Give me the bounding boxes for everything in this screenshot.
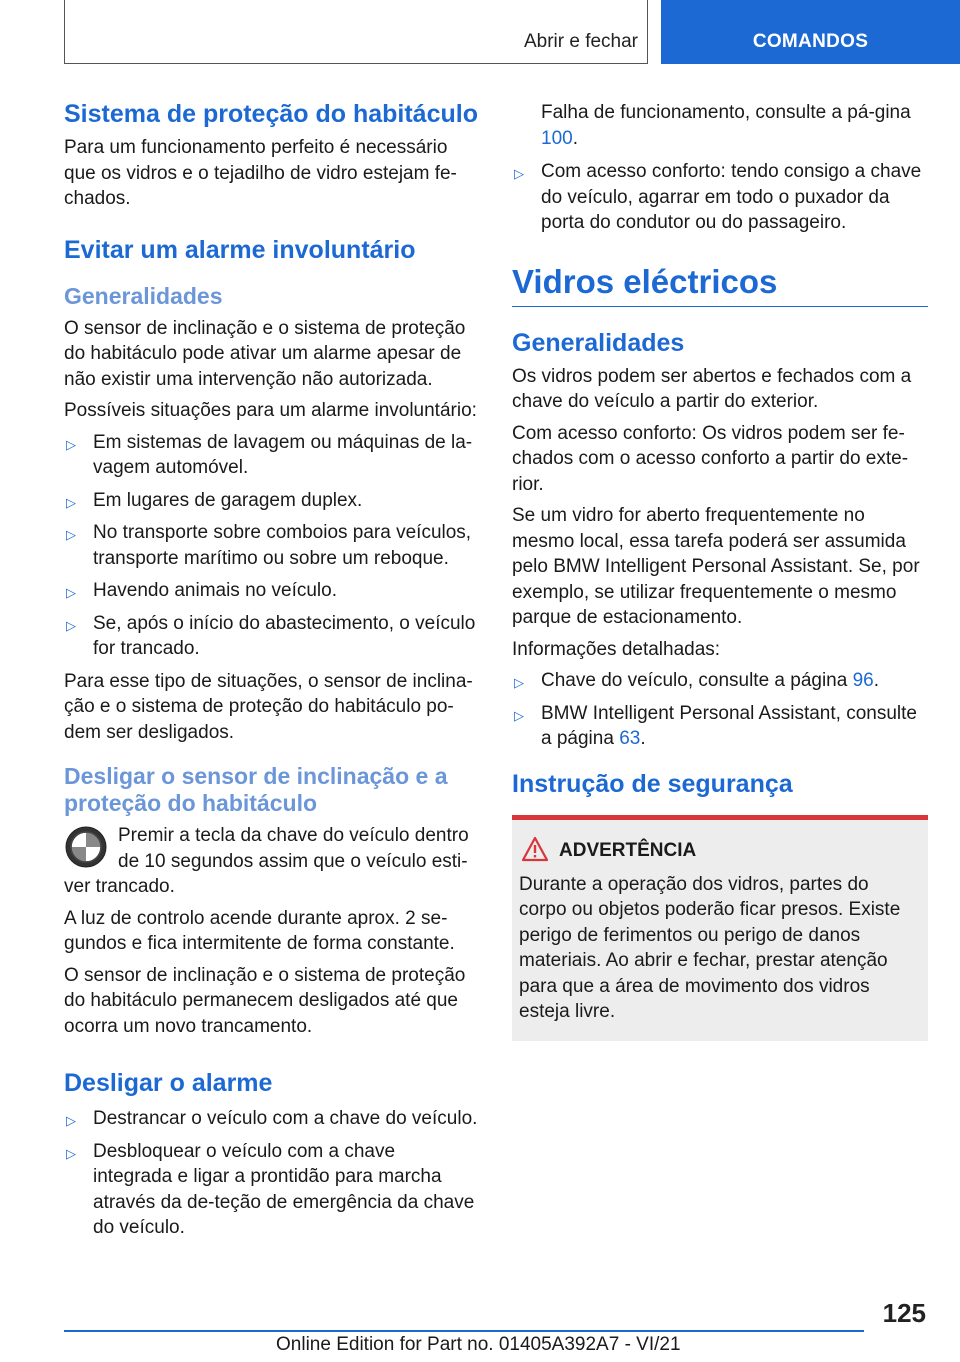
page-link-100[interactable]: 100	[541, 127, 573, 149]
list-item: ▷ BMW Intelligent Personal Assistant, consulte a página 63.	[514, 702, 917, 749]
list-item: ▷ Desbloquear o veículo com a chave integrada e ligar a prontidão para marcha através da de-teção de emergência da chave do veículo.	[66, 1140, 475, 1238]
paragraph-sistema: Para um funcionamento perfeito é necessário que os vidros e o tejadilho de vidro estejam fe-chados.	[64, 137, 457, 209]
list-item: ▷ No transporte sobre comboios para veículos, transporte marítimo ou sobre um reboque.	[66, 522, 472, 569]
bullet-triangle-icon: ▷	[66, 494, 76, 510]
bullet-triangle-icon: ▷	[514, 675, 524, 690]
heading-desligar-alarme: Desligar o alarme	[64, 1069, 273, 1097]
paragraph-vidros2: Com acesso conforto: Os vidros podem ser fe-chados com o acesso conforto a partir do exte-rior.	[512, 422, 909, 495]
list-item: ▷ Destrancar o veículo com a chave do veículo.	[64, 1106, 479, 1132]
header-chapter-tab[interactable]: COMANDOS	[661, 0, 960, 64]
warning-title: ADVERTÊNCIA	[519, 840, 920, 862]
list-item: ▷ Se, após o início do abastecimento, o veículo for trancado.	[66, 612, 476, 659]
paragraph-gen1: O sensor de inclinação e o sistema de proteção do habitáculo pode ativar um alarme apesar de não existir uma intervenção não autorizada.	[64, 317, 466, 390]
paragraph-vidros3: Se um vidro for aberto frequentemente no mesmo local, essa tarefa poderá ser assumida pelo BMW Intelligent Personal Assistant. Se, por exemplo, se utilizar frequentemente o mesmo parque de estacionamento.	[512, 505, 920, 628]
paragraph-luz: A luz de controlo acende durante aprox. 2 se-gundos e fica intermitente de forma constante.	[64, 907, 455, 954]
bullet-triangle-icon: ▷	[66, 1145, 76, 1161]
page-link-63[interactable]: 63	[619, 728, 641, 749]
footer-divider	[64, 1330, 864, 1332]
footer-edition: Online Edition for Part no. 01405A392A7 - VI/21	[276, 1334, 681, 1355]
list-conforto	[512, 159, 928, 236]
heading-desligar-sensor: Desligar o sensor de inclinação e a proteção do habitáculo	[64, 763, 448, 816]
heading-sistema-protecao: Sistema de proteção do habitáculo	[64, 100, 478, 128]
bullet-triangle-icon: ▷	[66, 617, 76, 633]
paragraph-premir: Premir a tecla da chave do veículo dentro de 10 segundos assim que o veículo esti-ver trancado.	[64, 825, 469, 897]
bullet-triangle-icon: ▷	[66, 585, 76, 600]
paragraph-continued: Falha de funcionamento, consulte a pá-gina 100.	[541, 102, 911, 149]
bullet-triangle-icon: ▷	[66, 1113, 76, 1128]
bullet-triangle-icon: ▷	[66, 436, 76, 452]
heading-generalidades-left: Generalidades	[64, 282, 223, 309]
bullet-triangle-icon: ▷	[66, 527, 76, 542]
heading-generalidades-right: Generalidades	[512, 328, 685, 357]
list-item: ▷ Havendo animais no veículo.	[64, 578, 479, 604]
left-column	[64, 100, 479, 1248]
heading-evitar-alarme: Evitar um alarme involuntário	[64, 235, 416, 264]
header-section-title: Abrir e fechar	[523, 31, 638, 52]
paragraph-informacoes: Informações detalhadas:	[512, 638, 721, 660]
bmw-key-icon	[64, 825, 108, 869]
key-instruction	[64, 823, 479, 900]
right-column	[512, 100, 928, 1041]
page-link-96[interactable]: 96	[852, 670, 874, 691]
list-item: ▷ Com acesso conforto: tendo consigo a chave do veículo, agarrar em todo o puxador da porta do condutor ou do passageiro.	[514, 161, 922, 233]
heading-instrucao-seguranca: Instrução de segurança	[512, 769, 793, 798]
list-informacoes	[512, 668, 928, 752]
warning-box	[512, 815, 928, 1041]
heading-vidros-electricos: Vidros eléctricos	[512, 262, 928, 307]
list-alarme	[64, 1106, 479, 1241]
page-number: 125	[882, 1298, 926, 1328]
paragraph-gen3: Para esse tipo de situações, o sensor de inclina-ção e o sistema de proteção do habitáculo po-dem ser desligados.	[64, 670, 473, 743]
paragraph-gen2: Possíveis situações para um alarme involuntário:	[64, 400, 477, 421]
warning-triangle-icon	[521, 836, 549, 862]
list-item: ▷ Em sistemas de lavagem ou máquinas de la-vagem automóvel.	[66, 431, 473, 478]
bullet-triangle-icon: ▷	[514, 166, 524, 181]
list-situacoes	[64, 430, 479, 662]
paragraph-vidros1: Os vidros podem ser abertos e fechados com a chave do veículo a partir do exterior.	[512, 365, 912, 412]
paragraph-sensor-desligado: O sensor de inclinação e o sistema de proteção do habitáculo permanecem desligados até que ocorra um novo trancamento.	[64, 964, 466, 1037]
bullet-triangle-icon: ▷	[514, 707, 524, 723]
list-item: ▷ Em lugares de garagem duplex.	[64, 488, 479, 514]
list-item: ▷ Chave do veículo, consulte a página 96.	[512, 668, 928, 694]
warning-text: Durante a operação dos vidros, partes do corpo ou objetos poderão ficar presos. Existe perigo de ferimentos ou perigo de danos materiais. Ao abrir e fechar, prestar atenção para que a área de movimento dos vidros esteja livre.	[519, 873, 901, 1022]
